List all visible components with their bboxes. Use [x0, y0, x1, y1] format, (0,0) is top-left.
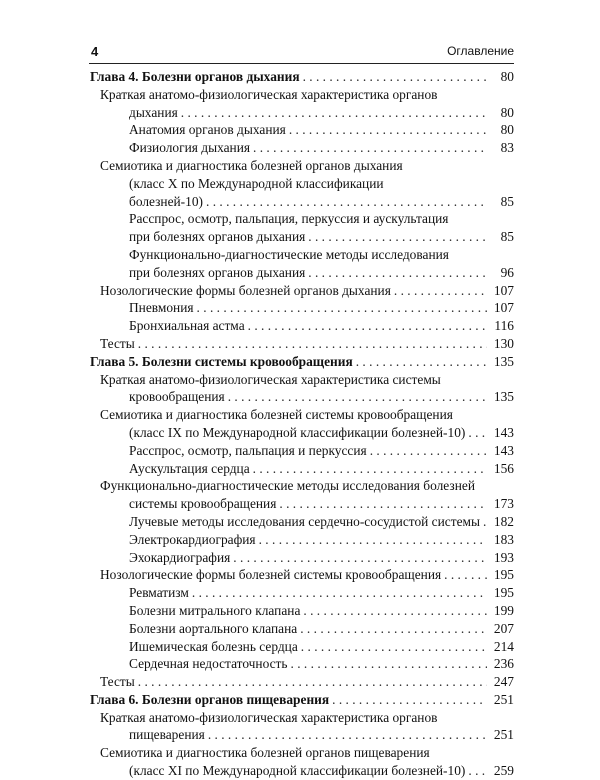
toc-entry[interactable] [90, 299, 514, 317]
toc-entry-title: Глава 4. Болезни органов дыхания [90, 69, 300, 84]
toc-entry-title: Сердечная недостаточность [129, 656, 288, 672]
toc-entry-title: Глава 6. Болезни органов пищеварения [90, 691, 330, 707]
toc-page-number: 107 [493, 282, 514, 298]
dot-leader [468, 762, 487, 780]
header-rule [89, 63, 514, 64]
toc-entry[interactable] [90, 371, 514, 407]
dot-leader [253, 460, 487, 478]
toc-entry-title: Нозологические формы болезней системы кровообращения [100, 567, 442, 583]
toc-entry[interactable] [90, 638, 514, 656]
toc-entry-title: Функционально-диагностические методы исследования [129, 246, 449, 262]
toc-page-number: 80 [500, 104, 514, 120]
toc-entry[interactable] [90, 157, 514, 210]
toc-entry-title: кровообращения [129, 389, 225, 405]
toc-chapter-entry[interactable] [90, 68, 514, 86]
dot-leader [356, 353, 487, 371]
toc-entry[interactable] [90, 477, 514, 513]
toc-page-number: 251 [493, 691, 514, 707]
toc-page-number: 207 [493, 620, 514, 636]
toc-entry[interactable] [90, 602, 514, 620]
toc-entry-title: (класс XI по Международной классификации болезней-10) [129, 763, 466, 779]
toc-entry-title: Тесты [100, 335, 135, 351]
dot-leader [248, 317, 487, 335]
toc-entry-title: Болезни аортального клапана [129, 620, 298, 636]
toc-entry-title: системы кровообращения [129, 496, 277, 512]
toc-entry[interactable] [90, 86, 514, 122]
dot-leader [206, 193, 487, 211]
dot-leader [300, 620, 487, 638]
toc-page-number: 96 [500, 264, 514, 280]
toc-page-number: 116 [494, 318, 514, 334]
dot-leader [233, 549, 487, 567]
dot-leader [279, 495, 487, 513]
toc-entry-title: пищеварения [129, 727, 205, 743]
toc-entry[interactable] [90, 566, 514, 584]
toc-entry-title: Расспрос, осмотр, пальпация и перкуссия [129, 442, 367, 458]
toc-page-number: 195 [493, 567, 514, 583]
toc-page-number: 107 [493, 300, 514, 316]
toc-entry-title: Анатомия органов дыхания [129, 122, 286, 138]
dot-leader [138, 335, 487, 353]
toc-entry-title: Бронхиальная астма [129, 318, 245, 334]
toc-entry-title: Эхокардиография [129, 549, 231, 565]
toc-entry-title: Тесты [100, 674, 135, 690]
toc-page-number: 183 [493, 531, 514, 547]
toc-page-number: 247 [493, 674, 514, 690]
toc-entry[interactable] [90, 549, 514, 567]
dot-leader [444, 566, 487, 584]
toc-entry-title: Краткая анатомо-физиологическая характеристика системы [100, 371, 441, 387]
toc-entry[interactable] [90, 460, 514, 478]
toc-entry[interactable] [90, 673, 514, 691]
toc-entry-title: Семиотика и диагностика болезней органов пищеварения [100, 745, 430, 761]
toc-entry-title: при болезнях органов дыхания [129, 264, 306, 280]
toc-entry-title: Нозологические формы болезней органов дыхания [100, 282, 391, 298]
toc-entry[interactable] [90, 282, 514, 300]
dot-leader [289, 121, 487, 139]
toc-entry-title: Ишемическая болезнь сердца [129, 638, 298, 654]
toc-page-number: 85 [500, 229, 514, 245]
toc-page-number: 173 [493, 496, 514, 512]
toc-entry-title: Семиотика и диагностика болезней органов дыхания [100, 157, 403, 173]
toc-page-number: 135 [493, 353, 514, 369]
toc-page-number: 259 [493, 763, 514, 779]
toc-entry[interactable] [90, 139, 514, 157]
dot-leader [332, 691, 487, 709]
toc-entry-title: Функционально-диагностические методы исследования болезней [100, 478, 475, 494]
dot-leader [394, 282, 487, 300]
toc-page-number: 214 [493, 638, 514, 654]
toc-entry-title: (класс X по Международной классификации [129, 175, 384, 191]
dot-leader [253, 139, 487, 157]
dot-leader [197, 299, 487, 317]
dot-leader [303, 68, 487, 86]
toc-page-number: 135 [493, 389, 514, 405]
toc-entry-title: Семиотика и диагностика болезней системы кровообращения [100, 407, 453, 423]
page-number: 4 [91, 44, 99, 59]
toc-entry-title: Ревматизм [129, 585, 189, 601]
dot-leader [303, 602, 487, 620]
dot-leader [138, 673, 487, 691]
toc-entry-title: Краткая анатомо-физиологическая характеристика органов [100, 709, 438, 725]
toc-entry[interactable] [90, 210, 514, 246]
toc-page-number: 236 [493, 656, 514, 672]
toc-entry-title: Глава 5. Болезни системы кровообращения [90, 353, 353, 369]
toc-entry[interactable] [90, 246, 514, 282]
dot-leader [370, 442, 487, 460]
toc-entry-title: Пневмония [129, 300, 194, 316]
dot-leader [208, 726, 487, 744]
toc-page-number: 143 [493, 442, 514, 458]
toc-entry-title: дыхания [129, 104, 178, 120]
toc-page-number: 80 [500, 122, 514, 138]
toc-entry[interactable] [90, 121, 514, 139]
toc-entry[interactable] [90, 620, 514, 638]
table-of-contents [90, 68, 514, 780]
toc-page-number: 85 [500, 193, 514, 209]
toc-entry-title: (класс IX по Международной классификации болезней-10) [129, 424, 466, 440]
toc-entry-title: Болезни митрального клапана [129, 602, 301, 618]
toc-entry[interactable] [90, 709, 514, 745]
toc-entry[interactable] [90, 513, 514, 531]
dot-leader [181, 104, 487, 122]
toc-page-number: 193 [493, 549, 514, 565]
toc-entry-title: Краткая анатомо-физиологическая характеристика органов [100, 86, 438, 102]
toc-entry-title: Аускультация сердца [129, 460, 250, 476]
toc-entry[interactable] [90, 584, 514, 602]
toc-entry[interactable] [90, 531, 514, 549]
toc-page-number: 80 [500, 69, 514, 84]
toc-entry[interactable] [90, 335, 514, 353]
dot-leader [308, 228, 487, 246]
toc-page-number: 156 [493, 460, 514, 476]
dot-leader [301, 638, 487, 656]
toc-chapter-entry[interactable] [90, 691, 514, 709]
toc-entry-title: при болезнях органов дыхания [129, 229, 306, 245]
toc-page-number: 199 [493, 602, 514, 618]
toc-page-number: 143 [493, 424, 514, 440]
toc-page-number: 251 [493, 727, 514, 743]
toc-page-number: 130 [493, 335, 514, 351]
dot-leader [468, 424, 487, 442]
toc-entry-title: Физиология дыхания [129, 140, 251, 156]
toc-entry-title: болезней-10) [129, 193, 203, 209]
toc-chapter-entry[interactable] [90, 353, 514, 371]
dot-leader [259, 531, 487, 549]
running-header-title: Оглавление [447, 44, 514, 58]
toc-entry[interactable] [90, 655, 514, 673]
toc-entry-title: Электрокардиография [129, 531, 256, 547]
toc-entry[interactable] [90, 406, 514, 442]
toc-entry-title: Расспрос, осмотр, пальпация, перкуссия и аускультация [129, 211, 449, 227]
dot-leader [308, 264, 487, 282]
toc-page-number: 83 [500, 140, 514, 156]
toc-entry[interactable] [90, 442, 514, 460]
toc-page-number: 182 [493, 513, 514, 529]
dot-leader [192, 584, 487, 602]
toc-entry[interactable] [90, 317, 514, 335]
dot-leader [483, 513, 487, 531]
toc-entry-title: Лучевые методы исследования сердечно-сосудистой системы [129, 513, 480, 529]
toc-page-number: 195 [493, 585, 514, 601]
dot-leader [291, 655, 487, 673]
dot-leader [228, 388, 487, 406]
